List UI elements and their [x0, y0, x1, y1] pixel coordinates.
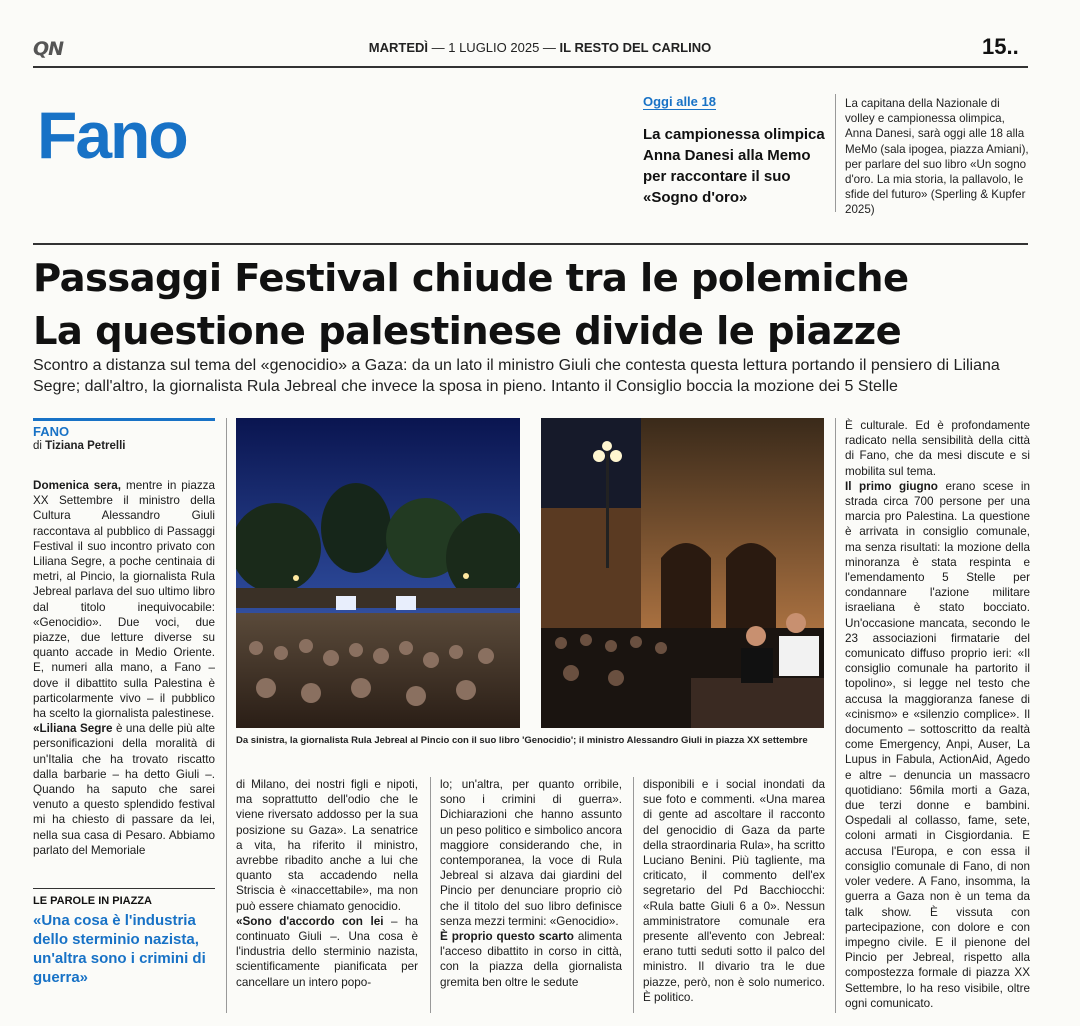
column-separator	[226, 418, 227, 1013]
article-headline-line-1: Passaggi Festival chiude tra le polemiche	[33, 256, 909, 301]
section-title: Fano	[37, 98, 187, 172]
column-accent-rule	[33, 418, 215, 421]
column-4-paragraph-1: disponibili e i social inondati da sue foto e commenti. «Una marea di gente ad ascoltare il racconto del genocidio di Gaza da parte della straordinaria Rula», ha scritto Luciano Benini. Più tagliente, ma criticato, il commento dell'ex segretario del Pd Bacchiocchi: «Rula batte Giuli 6 a 0». Nessun amministratore comunale era presente all'evento con Jebreal: erano tutti seduti sotto il palco del ministro. Il divario tra le due piazze, però, non è solo numerico. È politico.	[643, 778, 825, 1004]
photo-piazza-xx-settembre	[541, 418, 824, 728]
photo-piazza-illustration	[541, 418, 824, 728]
byline-prefix: di	[33, 440, 46, 452]
article-kicker: FANO	[33, 424, 70, 439]
column-2-paragraph-2: – ha continuato Giuli –. Una cosa è l'industria dello sterminio nazista, scientificamente pianificata per cancellare un intero popo-	[236, 914, 418, 989]
photo-caption: Da sinistra, la giornalista Rula Jebreal al Pincio con il suo libro 'Genocidio'; il ministro Alessandro Giuli in piazza XX settembre	[236, 735, 808, 746]
quote-kicker: LE PAROLE IN PIAZZA	[33, 895, 152, 907]
dateline	[0, 40, 1080, 55]
column-2-lead: «Sono d'accordo con lei	[236, 914, 384, 928]
photo-pincio-illustration	[236, 418, 520, 728]
dateline-paper: IL RESTO DEL CARLINO	[559, 40, 712, 55]
article-headline-line-2: La questione palestinese divide le piazze	[33, 309, 902, 354]
column-5-paragraph-2: erano scese in strada circa 700 persone per una marcia pro Palestina. La questione è arrivata in consiglio comunale, ma senza risultati: la mozione della minoranza è stata respinta e l'emendamento 5 Stelle per condannare l'azione militare israeliana è stato bocciato. Un'occasione mancata, secondo le 23 associazioni firmatarie del comunicato diffuso proprio ieri: «Il consiglio comunale ha partorito il topolino», si legge nel testo che accusa la maggioranza fanese di «cinismo» e «silenzio complice». Il documento – sottoscritto da realtà come Emergency, Anpi, Auser, La Lupus in Fabula, ActionAid, Agedo e altre – denuncia un massacro quotidiano: 56mila morti a Gaza, due terzi donne e bambini. Ospedali al collasso, fame, sete, coloni armati in Cisgiordania. E accusa l'Europa, e con essa il consiglio comunale di Fano, di non voler vedere. A Fano, insomma, la guerra a Gaza non è un tema da talk show. È vissuta con partecipazione, con dolore e con impegno civile. E il pienone del Pincio per Jebreal, rispetto alla compostezza formale di piazza XX Settembre, lo ha reso visibile, oltre ogni comunicato.	[845, 479, 1030, 1010]
page-number: 15..	[982, 34, 1019, 59]
teaser-headline: La campionessa olimpica Anna Danesi alla Memo per raccontare il suo «Sogno d'oro»	[643, 126, 825, 206]
header-divider	[33, 66, 1028, 68]
column-5-lead: Il primo giugno	[845, 479, 938, 493]
column-1-paragraph-1: mentre in piazza XX Settembre il ministro della Cultura Alessandro Giuli raccontava al pubblico di Passaggi Festival il suo incontro privato con Liliana Segre, a poche centinaia di metri, al Pincio, la giornalista Rula Jebreal parlava del suo ultimo libro dal titolo inequivocabile: «Genocidio». Due voci, due piazze, due letture diverse su quanto accade in Medio Oriente. E, numeri alla mano, a Fano – dove il dibattito sulla Palestina è particolarmente vivo – il pubblico ha scelto la giornalista palestinese.	[33, 479, 216, 721]
column-5-paragraph-1: È culturale. Ed è profondamente radicato nella sensibilità della città di Fano, che da mesi discute e si mobilita sul tema.	[845, 419, 1030, 478]
article-column-4	[643, 777, 825, 1005]
column-separator	[835, 418, 836, 1013]
article-column-5	[845, 418, 1030, 1011]
column-3-lead: È proprio questo scarto	[440, 930, 574, 944]
teaser-kicker: Oggi alle 18	[643, 94, 716, 109]
column-2-paragraph-1: di Milano, dei nostri figli e nipoti, ma soprattutto dell'odio che le viene riversato addosso per la sua posizione su Gaza». La senatrice a vita, ha riferito il ministro, avrebbe ribadito anche a lui che quanto sta accadendo nella Striscia è «inaccettabile», ma non può essere chiamato genocidio.	[236, 778, 418, 913]
article-subhead: Scontro a distanza sul tema del «genocidio» a Gaza: da un lato il ministro Giuli che contesta questa lettura portando il pensiero di Liliana Segre; dall'altro, la giornalista Rula Jebreal che invece la sposa in pieno. Intanto il Consiglio boccia la mozione dei 5 Stelle	[33, 357, 1000, 395]
column-3-paragraph-1: lo; un'altra, per quanto orribile, sono i crimini di guerra». Dichiarazioni che hanno assunto un peso politico e simbolico ancora maggiore considerando che, in contemporanea, la voce di Rula Jebreal si alzava dai giardini del Pincio per denunciare proprio ciò che il titolo del suo libro definisce senza mezzi termini: «Genocidio».	[440, 778, 622, 928]
column-1-lead: Domenica sera,	[33, 479, 122, 492]
column-1-paragraph-2: è una delle più alte personificazioni della moralità di un'Italia che ha trovato riscatto dalla barbarie – ha detto Giuli –. Quando ha saputo che sarei venuto a questo splendido festival mi ha chiesto di passare da lei, nella sua casa di Pesaro. Abbiamo parlato del Memoriale	[33, 722, 215, 857]
dateline-day: MARTEDÌ	[368, 40, 428, 55]
main-divider	[33, 243, 1028, 245]
byline-author: Tiziana Petrelli	[45, 440, 126, 452]
dateline-date: — 1 LUGLIO 2025 —	[431, 40, 556, 55]
column-separator	[633, 777, 634, 1013]
newspaper-logo: QN	[33, 38, 64, 60]
column-separator	[430, 777, 431, 1013]
photo-pincio-crowd	[236, 418, 520, 728]
article-column-3	[440, 777, 622, 990]
article-column-1	[33, 478, 215, 858]
quote-divider	[33, 888, 215, 889]
article-column-2	[236, 777, 418, 990]
column-3-paragraph-2: alimenta l'acceso dibattito in corso in città, con la piazza della giornalista gremita ben oltre le sedute	[440, 930, 622, 989]
byline	[33, 440, 125, 452]
column-1-lead-2: «Liliana Segre	[33, 722, 113, 736]
teaser-separator	[835, 94, 836, 212]
pull-quote: «Una cosa è l'industria dello sterminio nazista, un'altra sono i crimini di guerra»	[33, 912, 206, 986]
teaser-body: La capitana della Nazionale di volley e campionessa olimpica, Anna Danesi, sarà oggi alle 18 alla MeMo (sala ipogea, piazza Amiani), per parlare del suo libro «Un sogno d'oro. La mia storia, la pallavolo, le sfide del futuro» (Sperling & Kupfer 2025)	[845, 97, 1029, 217]
